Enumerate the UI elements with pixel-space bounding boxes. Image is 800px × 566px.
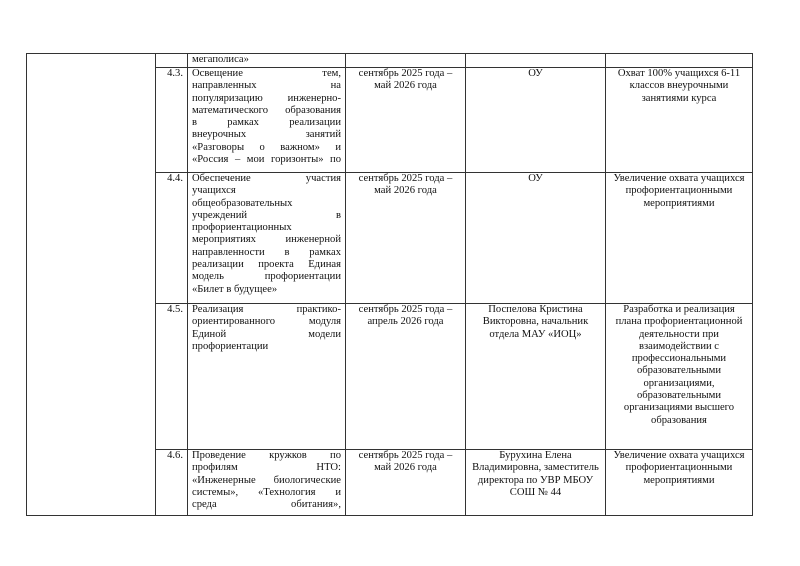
responsible-cell [466, 54, 606, 68]
task-line: мероприятиях инженерной [192, 234, 341, 246]
task-cell [188, 450, 346, 516]
task-line: учащихся [192, 185, 236, 197]
table-row [27, 54, 753, 68]
task-cell [188, 304, 346, 450]
task-cell [188, 54, 346, 68]
plan-table [26, 53, 753, 516]
task-line: направленности в рамках [192, 246, 341, 258]
task-line: «Билет в будущее» [192, 283, 278, 295]
task-line: «Разговоры о важном» и [192, 141, 341, 153]
task-line: внеурочных занятий [192, 129, 341, 141]
period-cell: сентябрь 2025 года – май 2026 года [346, 173, 466, 304]
row-number: 4.4. [156, 173, 188, 304]
task-line: математического образования [192, 104, 341, 116]
task-line: ориентированного модуля [192, 316, 341, 328]
responsible-cell: ОУ [466, 68, 606, 173]
task-cell [188, 173, 346, 304]
result-cell: Охват 100% учащихся 6-11 классов внеурочными занятиями курса [606, 68, 753, 173]
result-cell [606, 54, 753, 68]
period-cell: сентябрь 2025 года – май 2026 года [346, 68, 466, 173]
period-cell [346, 54, 466, 68]
task-line: профориентации [192, 340, 269, 352]
task-line: учреждений в [192, 209, 341, 221]
responsible-cell: ОУ [466, 173, 606, 304]
row-number: 4.5. [156, 304, 188, 450]
task-line: Освещение тем, [192, 68, 341, 79]
task-line: Проведение кружков по [192, 450, 341, 461]
task-cell [188, 68, 346, 173]
task-line: Реализация практико- [192, 304, 341, 315]
responsible-cell: Бурухина Елена Владимировна, заместитель директора по УВР МБОУ СОШ № 44 [466, 450, 606, 516]
task-line: направленных на [192, 80, 341, 92]
row-number: 4.6. [156, 450, 188, 516]
task-line: реализации проекта Единая [192, 259, 341, 271]
task-line: среда обитания», [192, 499, 341, 511]
task-line: в рамках реализации [192, 117, 341, 129]
row-number [156, 54, 188, 68]
task-line: популяризацию инженерно- [192, 92, 341, 104]
task-line: «Россия – мои горизонты» по [192, 154, 341, 166]
task-line: «Инженерные биологические [192, 474, 341, 486]
period-cell: сентябрь 2025 года – апрель 2026 года [346, 304, 466, 450]
task-line: профилям НТО: [192, 462, 341, 474]
period-cell: сентябрь 2025 года – май 2026 года [346, 450, 466, 516]
task-line: модель профориентации [192, 271, 341, 283]
result-cell: Увеличение охвата учащихся профориентационными мероприятиями [606, 173, 753, 304]
row-number: 4.3. [156, 68, 188, 173]
task-line: Единой модели [192, 328, 341, 340]
task-line: профориентационных [192, 222, 292, 234]
responsible-cell: Поспелова Кристина Викторовна, начальник отдела МАУ «ИОЦ» [466, 304, 606, 450]
result-cell: Увеличение охвата учащихся профориентационными мероприятиями [606, 450, 753, 516]
empty-left-column-cell [27, 54, 156, 516]
task-line: мегаполиса» [192, 54, 249, 65]
task-line: системы», «Технология и [192, 486, 341, 498]
task-line: Обеспечение участия [192, 173, 341, 184]
task-line: общеобразовательных [192, 197, 293, 209]
result-cell: Разработка и реализация плана профориентационной деятельности при взаимодействии с профессиональными образовательными организациями, образовательными организациями высшего образования [606, 304, 753, 450]
